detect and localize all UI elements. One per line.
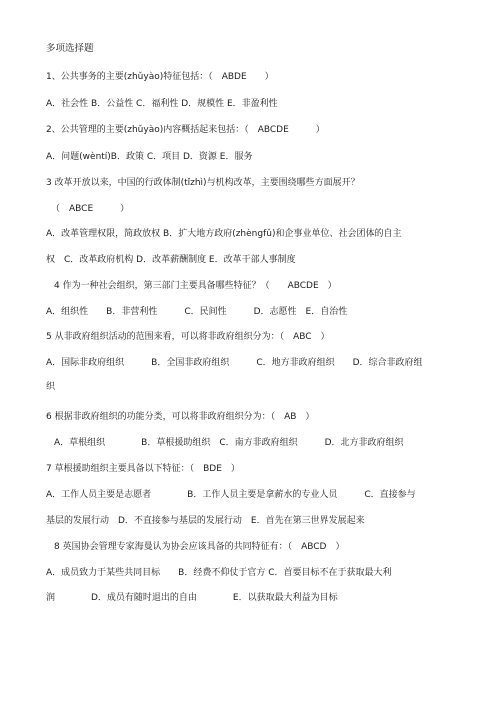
- question-2: 2、公共管理的主要(zhǔyào)内容概括起来包括：（ ABCDE ）: [46, 125, 325, 135]
- question-3: 3 改革开放以来，中国的行政体制(tǐzhì)与机构改革，主要围绕哪些方面展开？: [46, 178, 360, 188]
- question-5: 5 从非政府组织活动的范围来看，可以将非政府组织分为：（ ABC ）: [46, 332, 330, 342]
- question-7-options-line-1: A．工作人员主要是志愿者 B．工作人员主要是拿薪水的专业人员 C．直接参与: [46, 490, 416, 500]
- question-3-options-line-1: A．改革管理权限，简政放权 B．扩大地方政府(zhèngfǔ)和企事业单位、社会团体的自主: [46, 229, 402, 239]
- question-5-options-line-2: 织: [46, 382, 56, 392]
- question-3-answer: （ ABCE ）: [51, 204, 130, 214]
- question-2-options: A．问题(wèntí)B．政策 C．项目 D．资源 E．服务: [46, 152, 253, 162]
- question-8: 8 英国协会管理专家海曼认为协会应该具备的共同特征有：（ ABCD ）: [54, 542, 345, 552]
- question-8-options-line-1: A．成员致力于某些共同目标 B．经费不仰仗于官方 C．首要目标不在于获取最大利: [46, 568, 392, 578]
- question-3-options-line-2: 权 C．改革政府机构 D．改革薪酬制度 E．改革干部人事制度: [46, 255, 296, 265]
- question-7-options-line-2: 基层的发展行动 D．不直接参与基层的发展行动 E．首先在第三世界发展起来: [46, 516, 365, 526]
- question-1-options: A．社会性 B．公益性 C．福利性 D．规模性 E．非盈利性: [46, 99, 278, 109]
- question-4: 4 作为一种社会组织，第三部门主要具备哪些特征？（ ABCDE ）: [54, 281, 337, 291]
- question-4-options: A．组织性 B．非营利性 C．民间性 D．志愿性 E．自治性: [46, 307, 348, 317]
- question-5-options-line-1: A．国际非政府组织 B．全国非政府组织 C．地方非政府组织 D．综合非政府组: [46, 358, 423, 368]
- question-8-options-line-2: 润 D．成员有随时退出的自由 E．以获取最大利益为目标: [46, 593, 338, 603]
- question-6-options: A．草根组织 B．草根援助组织 C．南方非政府组织 D．北方非政府组织: [54, 438, 404, 448]
- question-7: 7 草根援助组织主要具备以下特征：（ BDE ）: [46, 464, 240, 474]
- question-1: 1、公共事务的主要(zhǔyào)特征包括：（ ABDE ）: [46, 72, 274, 82]
- section-heading: 多项选择题: [46, 43, 94, 54]
- question-6: 6 根据非政府组织的功能分类，可以将非政府组织分为：（ AB ）: [46, 412, 315, 422]
